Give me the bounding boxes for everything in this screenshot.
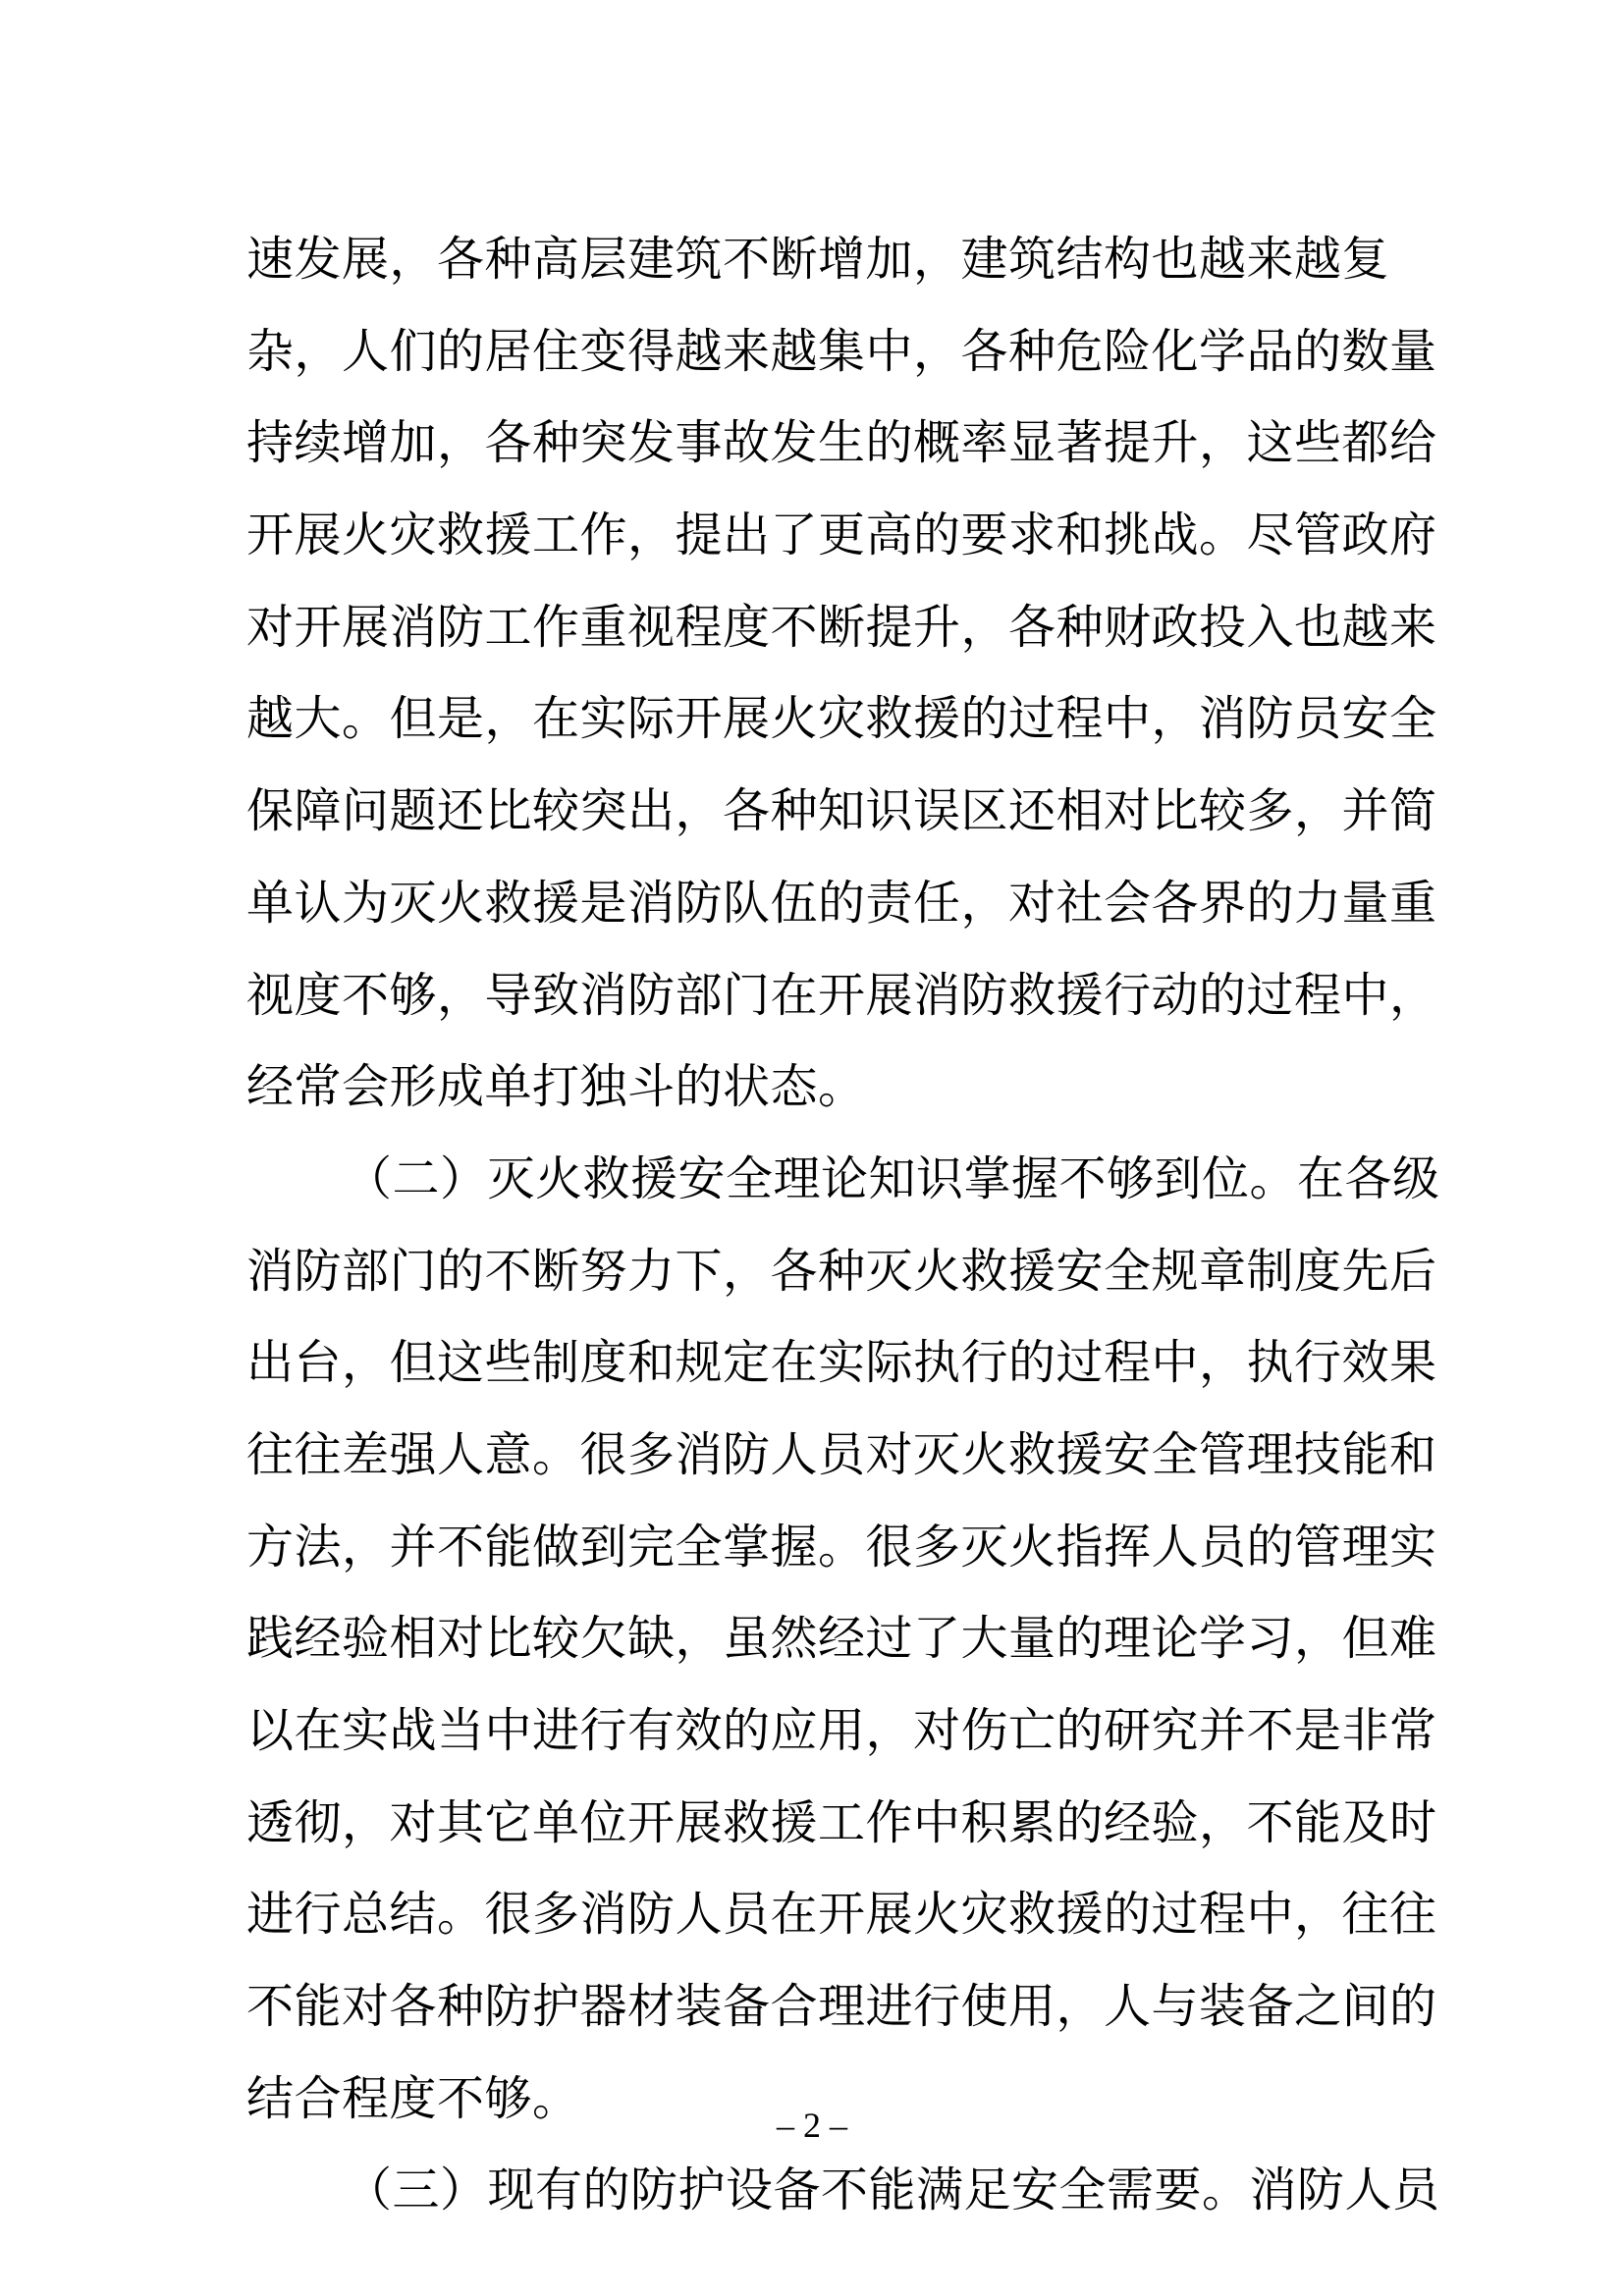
text-line: 方法，并不能做到完全掌握。很多灭火指挥人员的管理实 (246, 1519, 1437, 1575)
text-line: 杂，人们的居住变得越来越集中，各种危险化学品的数量 (246, 323, 1437, 379)
text-line: 单认为灭火救援是消防队伍的责任，对社会各界的力量重 (246, 875, 1437, 931)
text-line: 视度不够，导致消防部门在开展消防救援行动的过程中， (246, 967, 1437, 1023)
page-number: – 2 – (777, 2106, 847, 2145)
text-line: 不能对各种防护器材装备合理进行使用，人与装备之间的 (246, 1979, 1437, 2035)
text-line: 速发展，各种高层建筑不断增加，建筑结构也越来越复 (246, 232, 1390, 287)
paragraph-heading-line: （二）灭火救援安全理论知识掌握不够到位。在各级 (345, 1150, 1440, 1206)
text-line: 保障问题还比较突出，各种知识误区还相对比较多，并简 (246, 783, 1437, 839)
text-line: 出台，但这些制度和规定在实际执行的过程中，执行效果 (246, 1335, 1437, 1391)
text-line: 经常会形成单打独斗的状态。 (246, 1059, 866, 1115)
text-line: 往往差强人意。很多消防人员对灭火救援安全管理技能和 (246, 1426, 1437, 1482)
body-text (246, 214, 1440, 2237)
text-line: 践经验相对比较欠缺，虽然经过了大量的理论学习，但难 (246, 1611, 1437, 1667)
text-line: 以在实战当中进行有效的应用，对伤亡的研究并不是非常 (246, 1703, 1437, 1758)
text-line: 对开展消防工作重视程度不断提升，各种财政投入也越来 (246, 599, 1437, 655)
text-line: 越大。但是，在实际开展火灾救援的过程中，消防员安全 (246, 691, 1437, 747)
paragraph-heading-line: （三）现有的防护设备不能满足安全需要。消防人员 (345, 2163, 1440, 2218)
text-line: 持续增加，各种突发事故发生的概率显著提升，这些都给 (246, 415, 1437, 471)
text-line: 透彻，对其它单位开展救援工作中积累的经验，不能及时 (246, 1794, 1437, 1850)
text-line: 开展火灾救援工作，提出了更高的要求和挑战。尽管政府 (246, 507, 1437, 563)
text-line: 进行总结。很多消防人员在开展火灾救援的过程中，往往 (246, 1887, 1437, 1943)
text-line: 消防部门的不断努力下，各种灭火救援安全规章制度先后 (246, 1243, 1437, 1299)
text-line: 结合程度不够。 (246, 2070, 580, 2126)
